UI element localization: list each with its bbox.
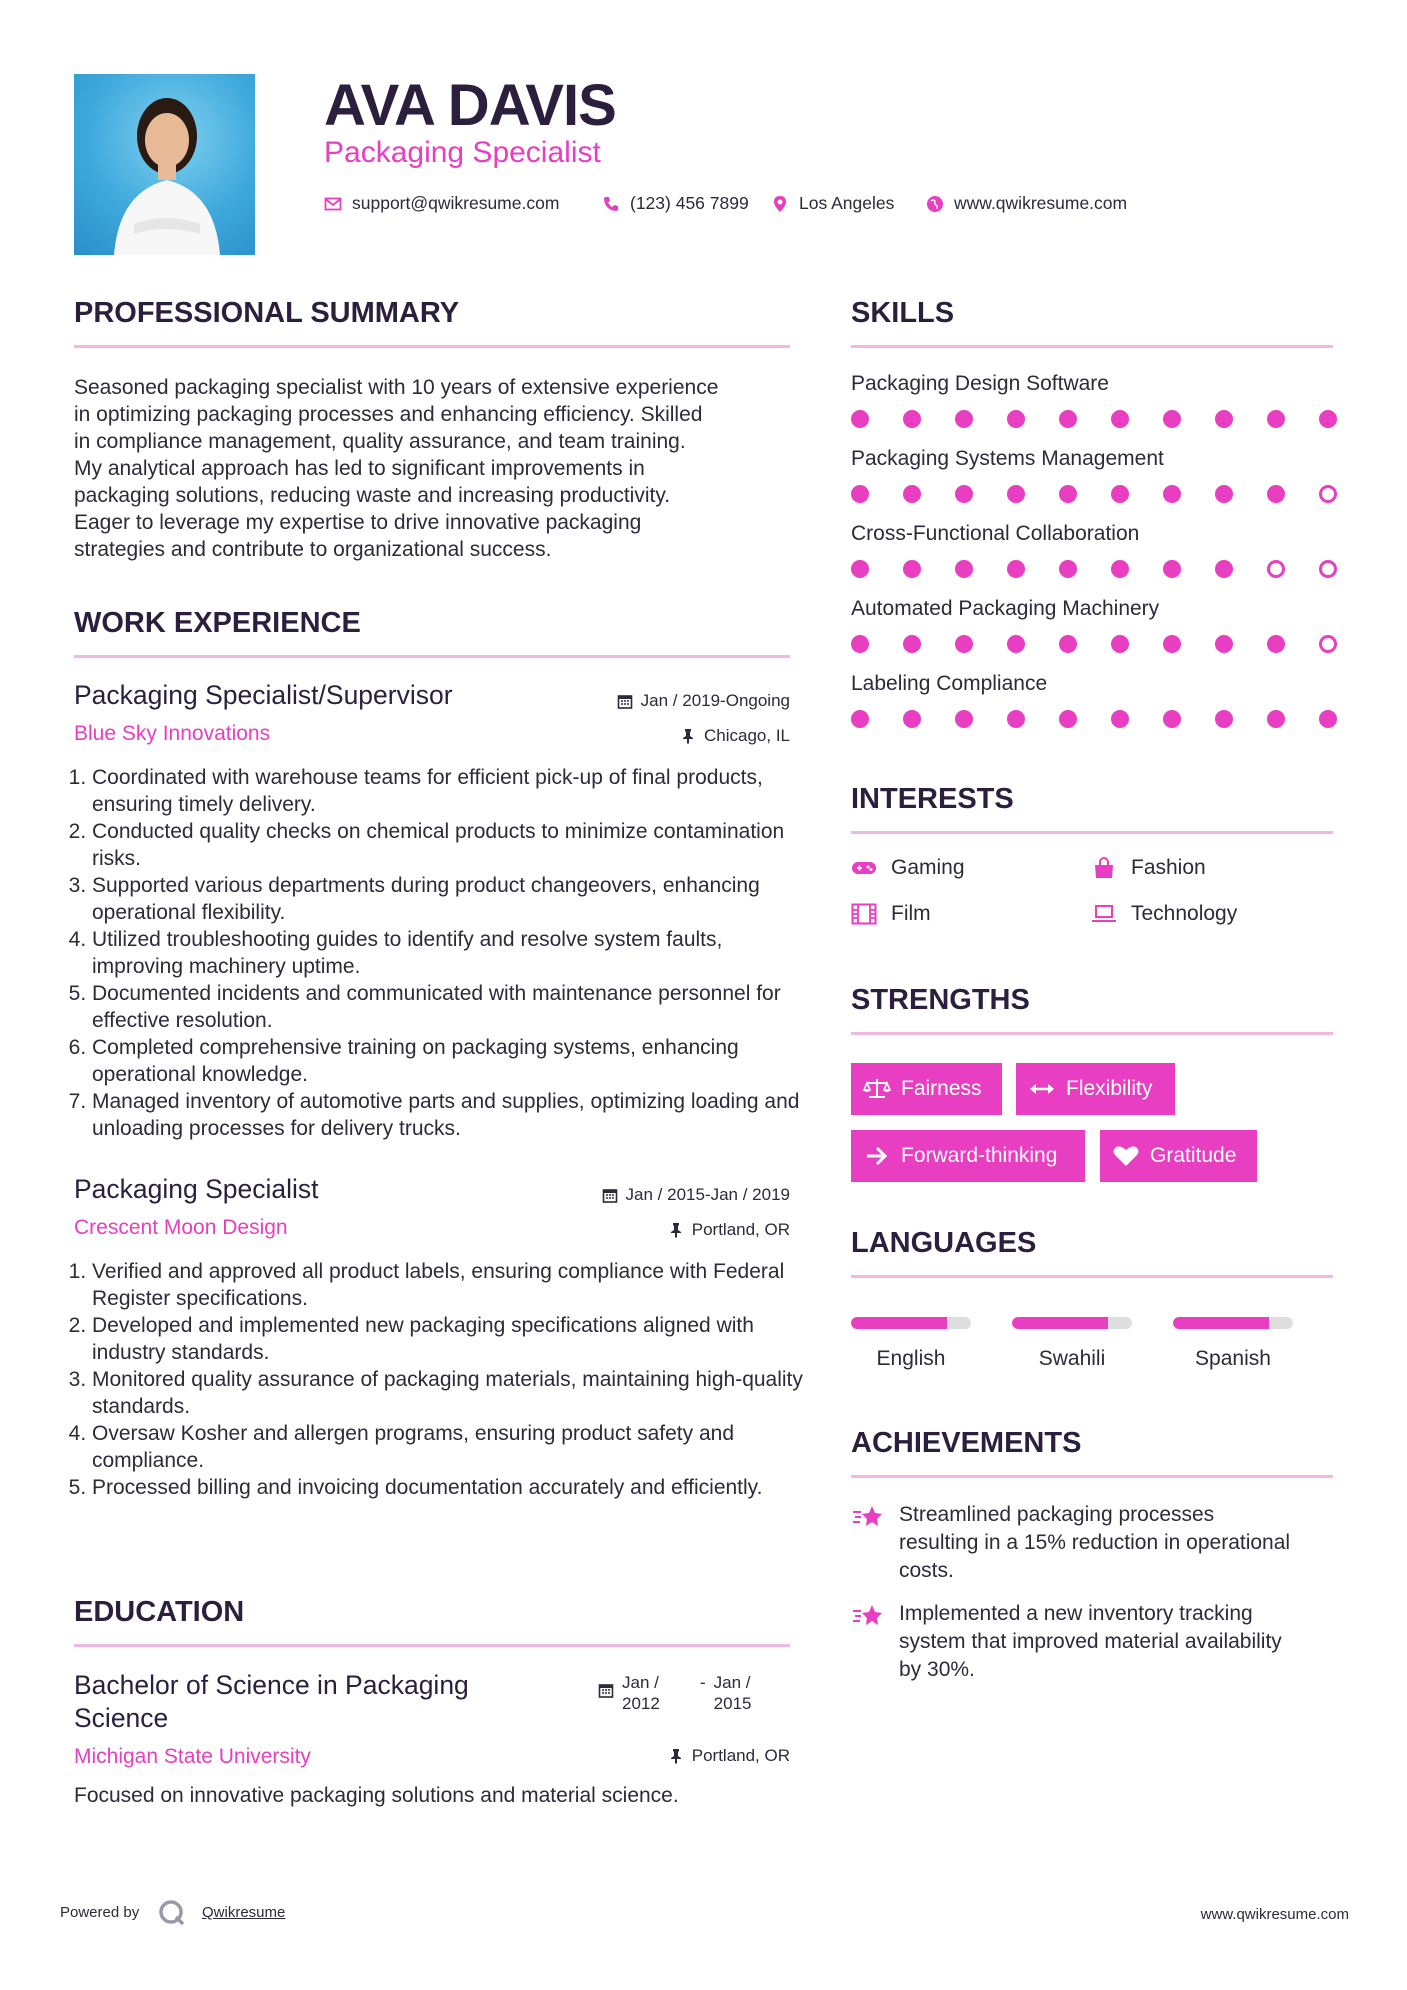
achievement-line: by 30%. xyxy=(899,1658,975,1681)
date-separator: - xyxy=(700,1673,706,1692)
arrows-horizontal-icon xyxy=(1028,1077,1056,1101)
skill-item xyxy=(851,597,1337,672)
location-text: Los Angeles xyxy=(799,193,895,213)
rating-dot-filled xyxy=(1163,485,1181,503)
education-location-text: Portland, OR xyxy=(691,1746,790,1765)
rating-dot-filled xyxy=(1215,635,1233,653)
strength-chip xyxy=(851,1063,1002,1115)
star-trophy-icon xyxy=(851,1602,885,1632)
job-title: Packaging Specialist xyxy=(74,1174,319,1204)
rating-dot-filled xyxy=(903,485,921,503)
candidate-title: Packaging Specialist xyxy=(324,136,601,169)
skill-label: Labeling Compliance xyxy=(851,672,1048,695)
pushpin-icon xyxy=(680,728,696,744)
rating-dot-filled xyxy=(1007,710,1025,728)
website-text: www.qwikresume.com xyxy=(954,193,1128,213)
rating-dot-filled xyxy=(1319,710,1337,728)
skill-rating xyxy=(851,410,1337,428)
language-name: Spanish xyxy=(1195,1347,1271,1370)
school-name: Michigan State University xyxy=(74,1745,311,1768)
rating-dot-filled xyxy=(955,485,973,503)
rating-dot-filled xyxy=(1319,410,1337,428)
rating-dot-filled xyxy=(1111,410,1129,428)
job-title: Packaging Specialist/Supervisor xyxy=(74,680,453,710)
skill-rating xyxy=(851,560,1337,578)
qwikresume-logo-icon xyxy=(157,1898,187,1928)
rating-dot-filled xyxy=(1163,410,1181,428)
rating-dot-filled xyxy=(1267,635,1285,653)
phone-icon xyxy=(602,195,620,213)
skills-list xyxy=(851,372,1337,747)
bullet-item: 1. Verified and approved all product labels, ensuring compliance with Federal Register specifications. xyxy=(92,1258,814,1312)
bullet-item: 2. Developed and implemented new packaging specifications aligned with industry standards. xyxy=(92,1312,814,1366)
rating-dot-filled xyxy=(1163,635,1181,653)
contact-location xyxy=(771,193,894,214)
skill-item xyxy=(851,522,1337,597)
envelope-icon xyxy=(324,195,342,213)
job-location xyxy=(680,726,790,746)
balance-scale-icon xyxy=(863,1077,891,1101)
experience-divider xyxy=(74,655,790,658)
rating-dot-filled xyxy=(1007,635,1025,653)
achievement-line: costs. xyxy=(899,1559,954,1582)
strength-label: Flexibility xyxy=(1066,1077,1153,1100)
rating-dot-empty xyxy=(1267,560,1285,578)
job-company: Crescent Moon Design xyxy=(74,1216,288,1239)
interest-item xyxy=(851,856,965,880)
skill-item xyxy=(851,672,1337,747)
summary-line: strategies and contribute to organizational success. xyxy=(74,538,552,561)
contact-email[interactable] xyxy=(324,193,559,214)
interest-item xyxy=(1091,902,1237,926)
laptop-icon xyxy=(1091,903,1117,925)
achievement-item xyxy=(851,1600,1341,1684)
skill-rating xyxy=(851,710,1337,728)
job-company: Blue Sky Innovations xyxy=(74,722,271,745)
degree-line: Science xyxy=(74,1703,169,1733)
job-dates xyxy=(602,1185,790,1205)
achievements-divider xyxy=(851,1475,1333,1478)
pushpin-icon xyxy=(668,1748,684,1764)
education-divider xyxy=(74,1644,790,1647)
summary-line: Eager to leverage my expertise to drive innovative packaging xyxy=(74,511,642,534)
strength-chip xyxy=(1100,1130,1257,1182)
achievement-line: Streamlined packaging processes xyxy=(899,1503,1215,1526)
job-location-text: Chicago, IL xyxy=(704,726,790,745)
gamepad-icon xyxy=(851,857,877,879)
language-level-fill xyxy=(1173,1317,1269,1329)
summary-divider xyxy=(74,345,790,348)
interests-heading: INTERESTS xyxy=(851,783,1014,815)
strengths-divider xyxy=(851,1032,1333,1035)
rating-dot-filled xyxy=(1111,635,1129,653)
heart-icon xyxy=(1112,1144,1140,1168)
summary-line: Seasoned packaging specialist with 10 years of extensive experience xyxy=(74,376,719,399)
summary-text xyxy=(74,374,794,563)
rating-dot-filled xyxy=(1215,560,1233,578)
rating-dot-filled xyxy=(851,635,869,653)
achievement-line: system that improved material availability xyxy=(899,1630,1282,1653)
rating-dot-filled xyxy=(1007,560,1025,578)
rating-dot-filled xyxy=(955,410,973,428)
bullet-item: 5. Documented incidents and communicated with maintenance personnel for effective resolution. xyxy=(92,980,814,1034)
achievement-line: Implemented a new inventory tracking xyxy=(899,1602,1253,1625)
start-date-year: 2012 xyxy=(622,1694,660,1713)
achievement-text xyxy=(899,1600,1282,1684)
skills-heading: SKILLS xyxy=(851,297,955,329)
bullet-item: 6. Completed comprehensive training on packaging systems, enhancing operational knowledge. xyxy=(92,1034,814,1088)
pushpin-icon xyxy=(668,1222,684,1238)
skill-label: Cross-Functional Collaboration xyxy=(851,522,1140,545)
end-date xyxy=(714,1672,752,1714)
language-item xyxy=(1173,1317,1293,1371)
education-dates xyxy=(598,1672,752,1714)
language-name: English xyxy=(876,1347,946,1370)
rating-dot-filled xyxy=(1059,560,1077,578)
qwikresume-link[interactable]: Qwikresume xyxy=(202,1904,286,1921)
rating-dot-filled xyxy=(1111,710,1129,728)
degree-title xyxy=(74,1669,469,1735)
achievement-text xyxy=(899,1501,1290,1585)
rating-dot-filled xyxy=(1215,410,1233,428)
film-icon xyxy=(851,903,877,925)
language-name: Swahili xyxy=(1038,1347,1106,1370)
rating-dot-filled xyxy=(1059,485,1077,503)
calendar-icon xyxy=(602,1187,618,1203)
rating-dot-filled xyxy=(1111,560,1129,578)
rating-dot-filled xyxy=(903,710,921,728)
bullet-item: 1. Coordinated with warehouse teams for efficient pick-up of final products, ensuring timely delivery. xyxy=(92,764,814,818)
summary-line: My analytical approach has led to significant improvements in xyxy=(74,457,645,480)
strength-label: Forward-thinking xyxy=(901,1144,1058,1167)
summary-line: in compliance management, quality assurance, and team training. xyxy=(74,430,686,453)
rating-dot-filled xyxy=(1059,635,1077,653)
rating-dot-filled xyxy=(1215,710,1233,728)
start-date xyxy=(622,1672,692,1714)
strength-chip xyxy=(851,1130,1085,1182)
skill-label: Packaging Systems Management xyxy=(851,447,1164,470)
globe-icon xyxy=(926,195,944,213)
phone-text: (123) 456 7899 xyxy=(630,193,749,213)
skill-rating xyxy=(851,485,1337,503)
strength-chip xyxy=(1016,1063,1175,1115)
email-text: support@qwikresume.com xyxy=(352,193,560,213)
experience-heading: WORK EXPERIENCE xyxy=(74,607,361,639)
map-pin-icon xyxy=(771,195,789,213)
footer-website[interactable]: www.qwikresume.com xyxy=(1200,1906,1349,1923)
rating-dot-filled xyxy=(1059,710,1077,728)
profile-photo xyxy=(74,74,255,255)
achievements-heading: ACHIEVEMENTS xyxy=(851,1427,1082,1459)
summary-line: packaging solutions, reducing waste and increasing productivity. xyxy=(74,484,671,507)
rating-dot-filled xyxy=(955,710,973,728)
job-dates-text: Jan / 2015-Jan / 2019 xyxy=(625,1185,790,1204)
skill-rating xyxy=(851,635,1337,653)
education-description: Focused on innovative packaging solutions and material science. xyxy=(74,1784,679,1807)
language-level-fill xyxy=(851,1317,947,1329)
calendar-icon xyxy=(598,1682,614,1698)
job-location-text: Portland, OR xyxy=(691,1220,790,1239)
languages-divider xyxy=(851,1275,1333,1278)
job-bullets xyxy=(74,1258,814,1501)
arrow-right-icon xyxy=(863,1144,891,1168)
skills-divider xyxy=(851,345,1333,348)
strength-label: Gratitude xyxy=(1150,1144,1237,1167)
rating-dot-empty xyxy=(1319,635,1337,653)
shopping-bag-icon xyxy=(1091,857,1117,879)
language-level-bar xyxy=(851,1317,971,1329)
star-trophy-icon xyxy=(851,1503,885,1533)
interest-item xyxy=(1091,856,1206,880)
strength-label: Fairness xyxy=(901,1077,982,1100)
skill-item xyxy=(851,372,1337,447)
contact-phone[interactable] xyxy=(602,193,749,214)
skill-item xyxy=(851,447,1337,522)
language-item xyxy=(1012,1317,1132,1371)
rating-dot-filled xyxy=(851,410,869,428)
rating-dot-filled xyxy=(955,635,973,653)
education-heading: EDUCATION xyxy=(74,1596,245,1628)
degree-line: Bachelor of Science in Packaging xyxy=(74,1670,469,1700)
rating-dot-filled xyxy=(1111,485,1129,503)
rating-dot-filled xyxy=(1163,710,1181,728)
bullet-item: 2. Conducted quality checks on chemical products to minimize contamination risks. xyxy=(92,818,814,872)
bullet-item: 7. Managed inventory of automotive parts and supplies, optimizing loading and unloading processes for delivery trucks. xyxy=(92,1088,814,1142)
skill-label: Packaging Design Software xyxy=(851,372,1109,395)
interest-label: Gaming xyxy=(891,856,965,879)
education-location xyxy=(668,1746,790,1766)
rating-dot-empty xyxy=(1319,485,1337,503)
bullet-item: 5. Processed billing and invoicing documentation accurately and efficiently. xyxy=(92,1474,814,1501)
contact-website[interactable] xyxy=(926,193,1127,214)
job-dates-text: Jan / 2019-Ongoing xyxy=(640,691,790,710)
rating-dot-empty xyxy=(1319,560,1337,578)
powered-by-text: Powered by xyxy=(60,1904,140,1921)
rating-dot-filled xyxy=(1267,410,1285,428)
achievement-line: resulting in a 15% reduction in operational xyxy=(899,1531,1291,1554)
interests-divider xyxy=(851,831,1333,834)
language-level-bar xyxy=(1012,1317,1132,1329)
summary-heading: PROFESSIONAL SUMMARY xyxy=(74,297,460,329)
rating-dot-filled xyxy=(1163,560,1181,578)
rating-dot-filled xyxy=(955,560,973,578)
rating-dot-filled xyxy=(1059,410,1077,428)
summary-line: in optimizing packaging processes and enhancing efficiency. Skilled xyxy=(74,403,703,426)
rating-dot-filled xyxy=(851,485,869,503)
interest-label: Film xyxy=(891,902,931,925)
interest-item xyxy=(851,902,931,926)
rating-dot-filled xyxy=(851,710,869,728)
interest-label: Fashion xyxy=(1131,856,1206,879)
end-date-year: 2015 xyxy=(713,1694,752,1713)
rating-dot-filled xyxy=(1007,410,1025,428)
start-date-month: Jan / xyxy=(622,1673,659,1692)
rating-dot-filled xyxy=(1215,485,1233,503)
job-bullets xyxy=(74,764,814,1142)
rating-dot-filled xyxy=(903,560,921,578)
achievement-item xyxy=(851,1501,1341,1585)
rating-dot-filled xyxy=(1267,485,1285,503)
candidate-name: AVA DAVIS xyxy=(324,73,616,138)
rating-dot-filled xyxy=(1007,485,1025,503)
rating-dot-filled xyxy=(1267,710,1285,728)
strengths-heading: STRENGTHS xyxy=(851,984,1030,1016)
bullet-item: 4. Utilized troubleshooting guides to identify and resolve system faults, improving machinery uptime. xyxy=(92,926,814,980)
calendar-icon xyxy=(617,693,633,709)
language-level-bar xyxy=(1173,1317,1293,1329)
job-location xyxy=(668,1220,790,1240)
rating-dot-filled xyxy=(851,560,869,578)
rating-dot-filled xyxy=(903,635,921,653)
job-dates xyxy=(617,691,790,711)
person-silhouette-icon xyxy=(74,74,255,255)
languages-heading: LANGUAGES xyxy=(851,1227,1037,1259)
rating-dot-filled xyxy=(903,410,921,428)
languages-list xyxy=(851,1317,1293,1371)
bullet-item: 3. Monitored quality assurance of packaging materials, maintaining high-quality standards. xyxy=(92,1366,814,1420)
interest-label: Technology xyxy=(1131,902,1238,925)
skill-label: Automated Packaging Machinery xyxy=(851,597,1160,620)
language-level-fill xyxy=(1012,1317,1108,1329)
language-item xyxy=(851,1317,971,1371)
end-date-month: Jan / xyxy=(713,1673,751,1692)
bullet-item: 4. Oversaw Kosher and allergen programs, ensuring product safety and compliance. xyxy=(92,1420,814,1474)
bullet-item: 3. Supported various departments during product changeovers, enhancing operational flexibility. xyxy=(92,872,814,926)
